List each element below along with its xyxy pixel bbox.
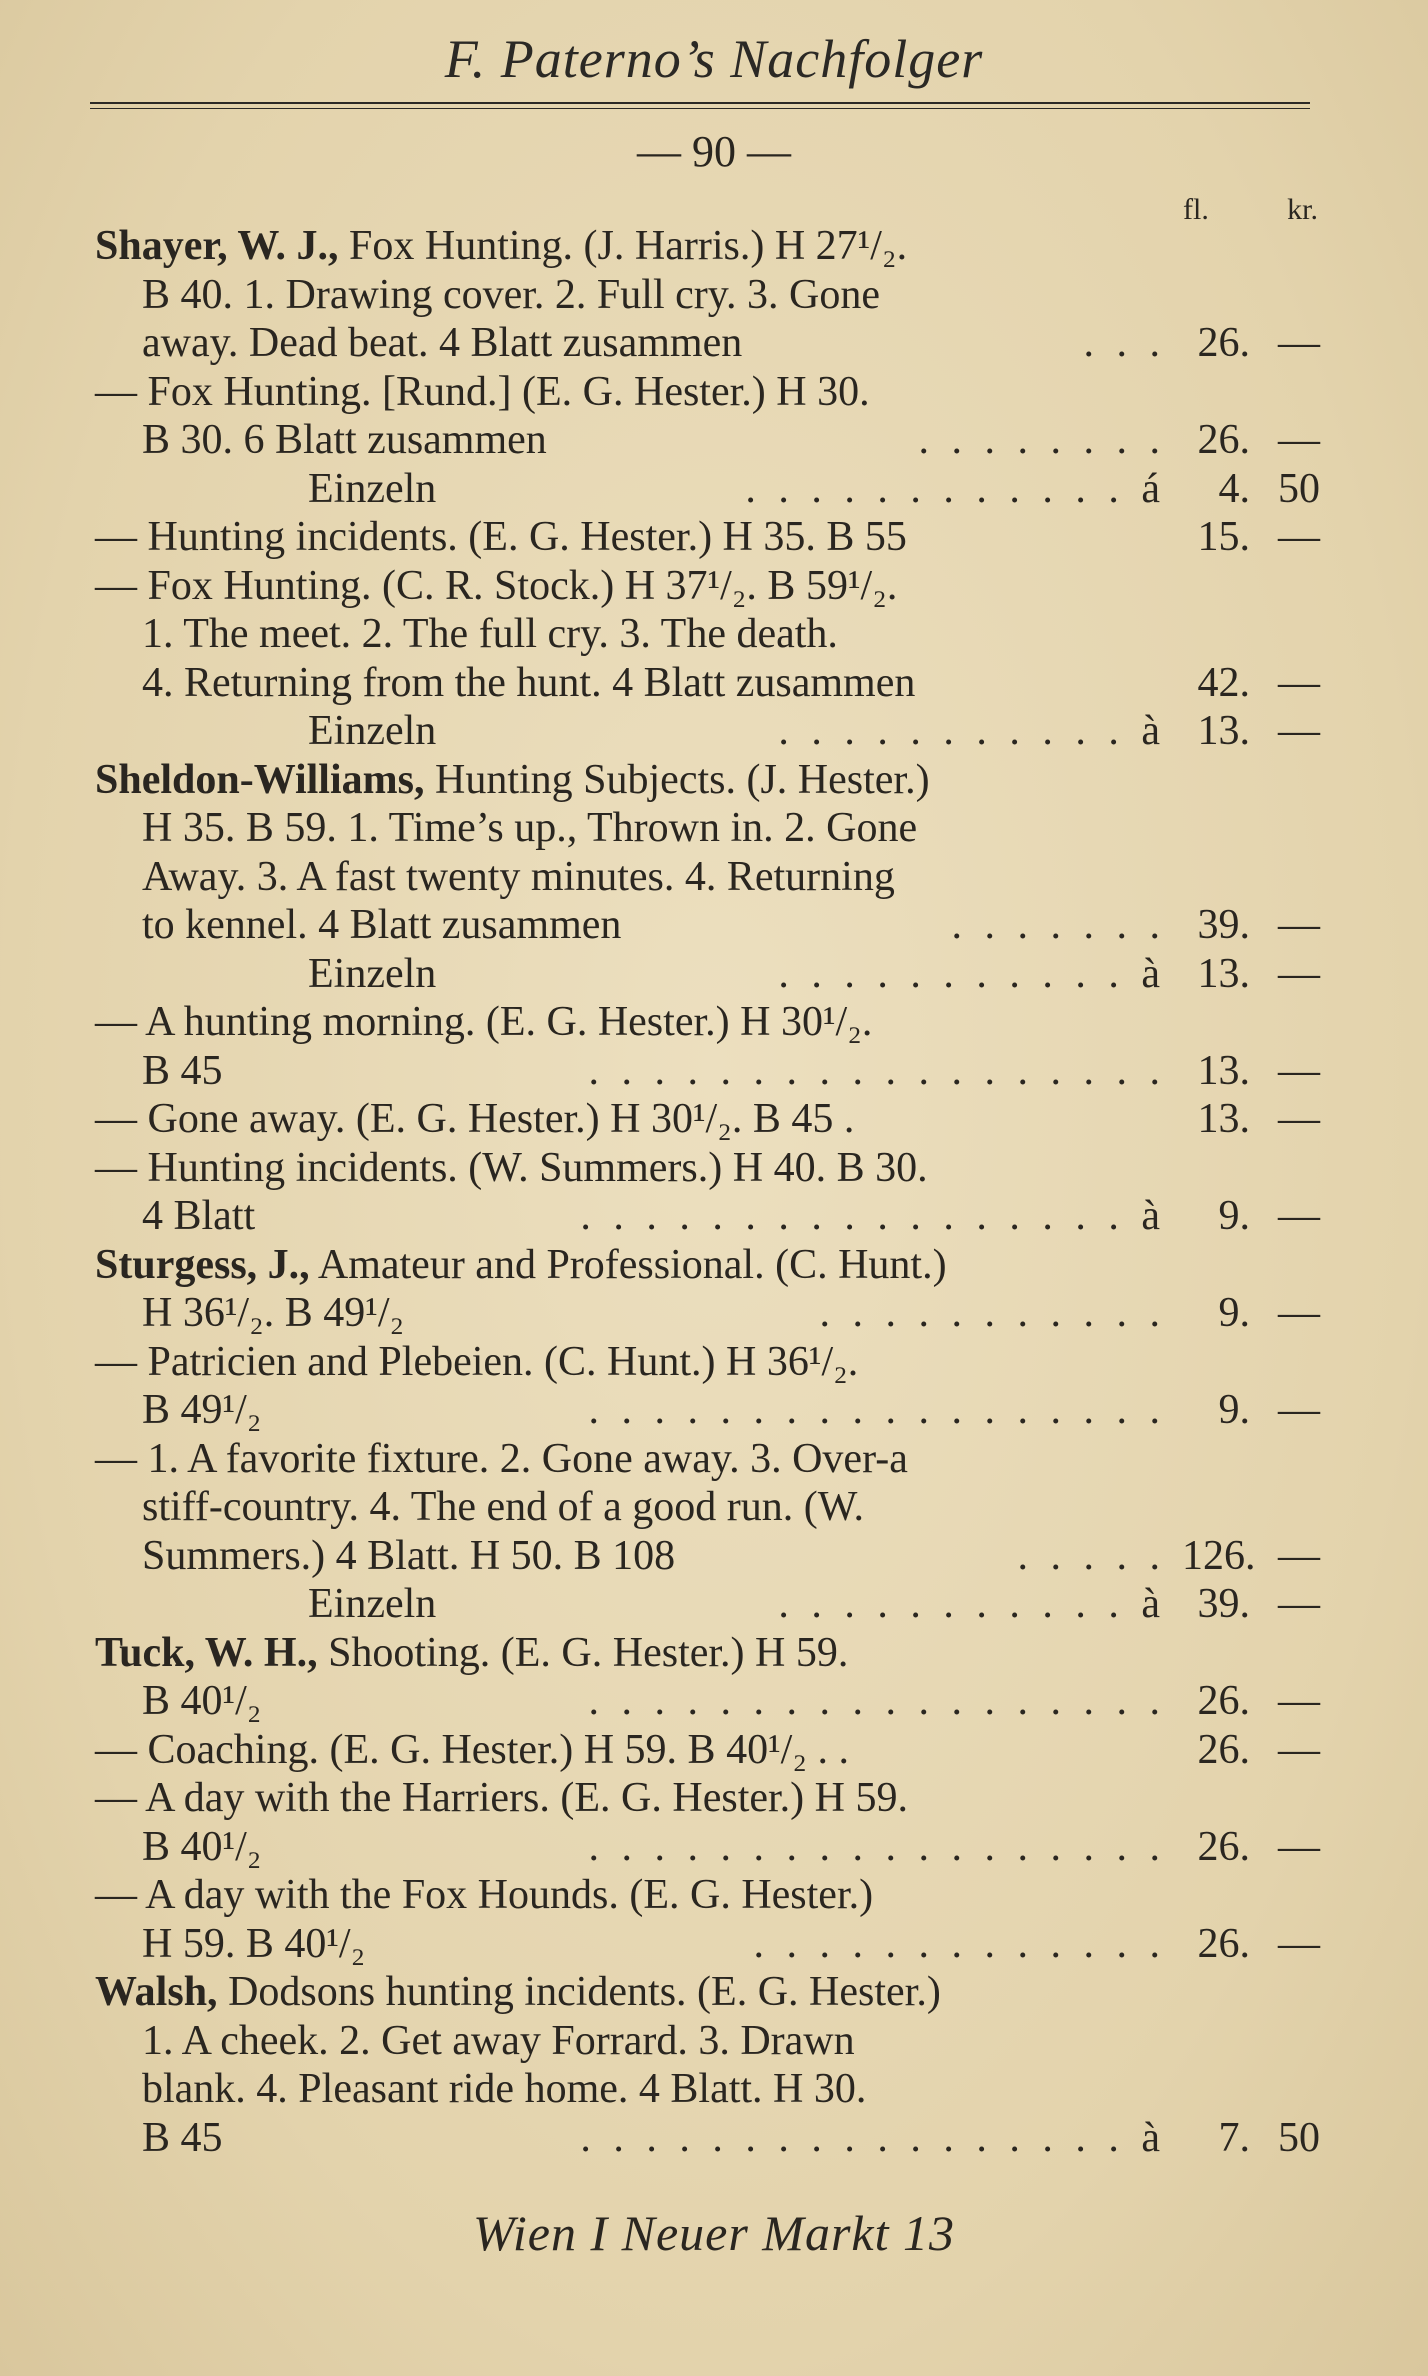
dot-leader: . . . . . . . . . . . à (778, 1581, 1166, 1627)
line-text: to kennel. 4 Blatt zusammen (142, 902, 622, 948)
price-kr: — (1278, 1387, 1320, 1433)
catalog-line (0, 368, 1428, 416)
header-rule (90, 102, 1310, 109)
catalog-line (0, 271, 1428, 319)
line-text: — A day with the Harriers. (E. G. Hester.) H 59. (95, 1775, 908, 1821)
line-text: — Coaching. (E. G. Hester.) H 59. B 40¹/₂ . . (95, 1726, 849, 1773)
price (1182, 1823, 1320, 1871)
price-fl: 9. (1218, 1290, 1250, 1336)
running-header: F. Paterno’s Nachfolger (444, 29, 984, 89)
price-kr: 50 (1278, 2114, 1320, 2161)
line-text: 4 Blatt (142, 1193, 256, 1239)
currency-fl: fl. (1183, 193, 1209, 226)
price (1182, 901, 1320, 949)
catalog-line (0, 1920, 1428, 1968)
price-kr: — (1278, 417, 1320, 463)
price-kr: — (1278, 902, 1320, 948)
dot-leader: . . . . . . . . . . . . . (753, 1920, 1166, 1967)
price-kr: — (1278, 1532, 1320, 1579)
catalog-line (0, 2114, 1428, 2162)
price (1182, 1920, 1320, 1968)
price-kr: — (1278, 950, 1320, 997)
catalog-line (0, 2065, 1428, 2113)
currency-kr: kr. (1287, 193, 1318, 226)
line-text: — Hunting incidents. (W. Summers.) H 40. B 30. (95, 1144, 928, 1191)
catalog-line (0, 1192, 1428, 1240)
dot-leader: . . . . . . . . . . . . . . . . . . (588, 1823, 1166, 1870)
price-fl: 26. (1197, 1920, 1250, 1967)
line-text: — Hunting incidents. (E. G. Hester.) H 35. B 55 (95, 514, 907, 560)
catalog-line (0, 1774, 1428, 1822)
price-fl: 39. (1197, 902, 1250, 948)
price (1182, 319, 1320, 367)
catalog-line (0, 1241, 1428, 1289)
price-kr: — (1278, 1920, 1320, 1967)
price-fl: 15. (1197, 514, 1250, 560)
price (1182, 1386, 1320, 1434)
price-kr: — (1278, 320, 1320, 366)
price-kr: — (1278, 1678, 1320, 1724)
page-number: — 90 — (637, 127, 791, 176)
catalog-line (0, 416, 1428, 464)
catalog-line (0, 562, 1428, 610)
line-text: Summers.) 4 Blatt. H 50. B 108 (142, 1532, 676, 1579)
catalog-line (0, 2017, 1428, 2065)
line-text: H 59. B 40¹/₂ (142, 1920, 366, 1967)
price (1182, 659, 1320, 707)
dot-leader: . . . . . . . . . . . (819, 1290, 1166, 1336)
price-fl: 26. (1197, 320, 1250, 366)
catalog-line (0, 1532, 1428, 1580)
dot-leader: . . . . . . . . . . . . . . . . . . (588, 1047, 1166, 1094)
price-kr: — (1278, 1581, 1320, 1627)
line-text: Einzeln (308, 950, 437, 997)
price-kr: — (1278, 1290, 1320, 1336)
catalog-line (0, 804, 1428, 852)
price (1182, 707, 1320, 755)
price-fl: 26. (1197, 1726, 1250, 1773)
line-text: B 49¹/₂ (142, 1387, 262, 1433)
catalog-line (0, 1095, 1428, 1143)
catalog-line (0, 465, 1428, 513)
catalog-line (0, 1338, 1428, 1386)
price-fl: 39. (1197, 1581, 1250, 1627)
price (1182, 2114, 1320, 2162)
line-text: Walsh, Dodsons hunting incidents. (E. G. Hester.) (95, 1969, 941, 2015)
dot-leader: . . . . . . . . . . . . . . . . . . (588, 1678, 1166, 1724)
price (1182, 950, 1320, 998)
price-kr: 50 (1278, 465, 1320, 512)
price-fl: 9. (1218, 1193, 1250, 1239)
catalog-line (0, 707, 1428, 755)
line-text: — Fox Hunting. (C. R. Stock.) H 37¹/₂. B 59¹/₂. (95, 562, 898, 609)
price-fl: 13. (1197, 1096, 1250, 1142)
dot-leader: . . . . . . . . . . . à (778, 708, 1166, 754)
catalog-line (0, 756, 1428, 804)
catalog-line (0, 513, 1428, 561)
price (1182, 1192, 1320, 1240)
line-text: Away. 3. A fast twenty minutes. 4. Returning (142, 853, 895, 900)
line-text: 4. Returning from the hunt. 4 Blatt zusammen (142, 659, 916, 706)
price-fl: 126. (1182, 1532, 1256, 1579)
dot-leader: . . . . . . . . . . . . . . . . . à (580, 2114, 1166, 2161)
catalog-line (0, 319, 1428, 367)
catalog-line (0, 950, 1428, 998)
price (1182, 1047, 1320, 1095)
line-text: Tuck, W. H., Shooting. (E. G. Hester.) H 59. (95, 1629, 849, 1676)
line-text: — Gone away. (E. G. Hester.) H 30¹/₂. B 45 . (95, 1096, 855, 1142)
line-text: B 45 (142, 1047, 223, 1094)
price-kr: — (1278, 1823, 1320, 1870)
price-fl: 42. (1197, 659, 1250, 706)
dot-leader: . . . . . . . . . . . . . . . . . à (580, 1193, 1166, 1239)
dot-leader: . . . . . (1017, 1532, 1166, 1579)
catalog-line (0, 1047, 1428, 1095)
line-text: Sheldon-Williams, Hunting Subjects. (J. Hester.) (95, 756, 930, 803)
catalog-line (0, 1677, 1428, 1725)
catalog-line (0, 610, 1428, 658)
catalog-line (0, 998, 1428, 1046)
line-text: Einzeln (308, 1581, 437, 1627)
line-text: — A day with the Fox Hounds. (E. G. Hester.) (95, 1872, 874, 1918)
line-text: H 36¹/₂. B 49¹/₂ (142, 1290, 405, 1336)
price (1182, 1289, 1320, 1337)
price (1182, 1532, 1320, 1580)
price-kr: — (1278, 708, 1320, 754)
line-text: — 1. A favorite fixture. 2. Gone away. 3. Over-a (95, 1435, 908, 1482)
price (1182, 1677, 1320, 1725)
price-fl: 13. (1197, 950, 1250, 997)
catalog-line (0, 853, 1428, 901)
catalog-line (0, 1483, 1428, 1531)
price-kr: — (1278, 1726, 1320, 1773)
price (1182, 465, 1320, 513)
price-fl: 13. (1197, 708, 1250, 754)
line-text: — Fox Hunting. [Rund.] (E. G. Hester.) H 30. (95, 368, 870, 415)
dot-leader: . . . . . . . . (918, 417, 1166, 463)
price (1182, 1726, 1320, 1774)
line-text: B 40. 1. Drawing cover. 2. Full cry. 3. Gone (142, 271, 880, 318)
line-text: H 35. B 59. 1. Time’s up., Thrown in. 2. Gone (142, 805, 918, 851)
line-text: B 40¹/₂ (142, 1823, 262, 1870)
price-fl: 7. (1218, 2114, 1250, 2161)
price-fl: 13. (1197, 1047, 1250, 1094)
price-kr: — (1278, 1096, 1320, 1142)
price-kr: — (1278, 1193, 1320, 1239)
line-text: away. Dead beat. 4 Blatt zusammen (142, 320, 743, 366)
line-text: B 45 (142, 2114, 223, 2161)
dot-leader: . . . . . . . (951, 902, 1166, 948)
line-text: Shayer, W. J., Fox Hunting. (J. Harris.) H 27¹/₂. (95, 223, 908, 269)
line-text: Einzeln (308, 465, 437, 512)
price-fl: 26. (1197, 1823, 1250, 1870)
line-text: — A hunting morning. (E. G. Hester.) H 30¹/₂. (95, 999, 873, 1045)
catalog-line (0, 659, 1428, 707)
line-text: 1. A cheek. 2. Get away Forrard. 3. Drawn (142, 2017, 855, 2064)
catalog-line (0, 1580, 1428, 1628)
line-text: 1. The meet. 2. The full cry. 3. The death. (142, 611, 838, 657)
catalog-line (0, 1629, 1428, 1677)
line-text: B 40¹/₂ (142, 1678, 262, 1724)
catalog-line (0, 1386, 1428, 1434)
line-text: — Patricien and Plebeien. (C. Hunt.) H 36¹/₂. (95, 1338, 859, 1385)
catalog-line (0, 1289, 1428, 1337)
dot-leader: . . . (1083, 320, 1166, 366)
price (1182, 1095, 1320, 1143)
dot-leader: . . . . . . . . . . . . . . . . . . (588, 1387, 1166, 1433)
catalog-line (0, 1823, 1428, 1871)
catalog-line (0, 1968, 1428, 2016)
price-kr: — (1278, 659, 1320, 706)
line-text: B 30. 6 Blatt zusammen (142, 417, 547, 463)
price (1182, 416, 1320, 464)
price-fl: 26. (1197, 1678, 1250, 1724)
price (1182, 1580, 1320, 1628)
price-kr: — (1278, 514, 1320, 560)
running-footer: Wien I Neuer Markt 13 (472, 2205, 955, 2261)
price-fl: 26. (1197, 417, 1250, 463)
line-text: stiff-country. 4. The end of a good run. (W. (142, 1484, 865, 1530)
catalog-line (0, 901, 1428, 949)
catalog-line (0, 1871, 1428, 1919)
dot-leader: . . . . . . . . . . . . á (745, 465, 1166, 512)
line-text: Sturgess, J., Amateur and Professional. (C. Hunt.) (95, 1241, 947, 1288)
price-fl: 4. (1218, 465, 1250, 512)
catalog-line (0, 1144, 1428, 1192)
price (1182, 513, 1320, 561)
line-text: blank. 4. Pleasant ride home. 4 Blatt. H 30. (142, 2066, 867, 2112)
catalog-line (0, 222, 1428, 270)
catalog-line (0, 1726, 1428, 1774)
dot-leader: . . . . . . . . . . . à (778, 950, 1166, 997)
line-text: Einzeln (308, 708, 437, 754)
price-kr: — (1278, 1047, 1320, 1094)
price-fl: 9. (1218, 1387, 1250, 1433)
catalog-line (0, 1435, 1428, 1483)
